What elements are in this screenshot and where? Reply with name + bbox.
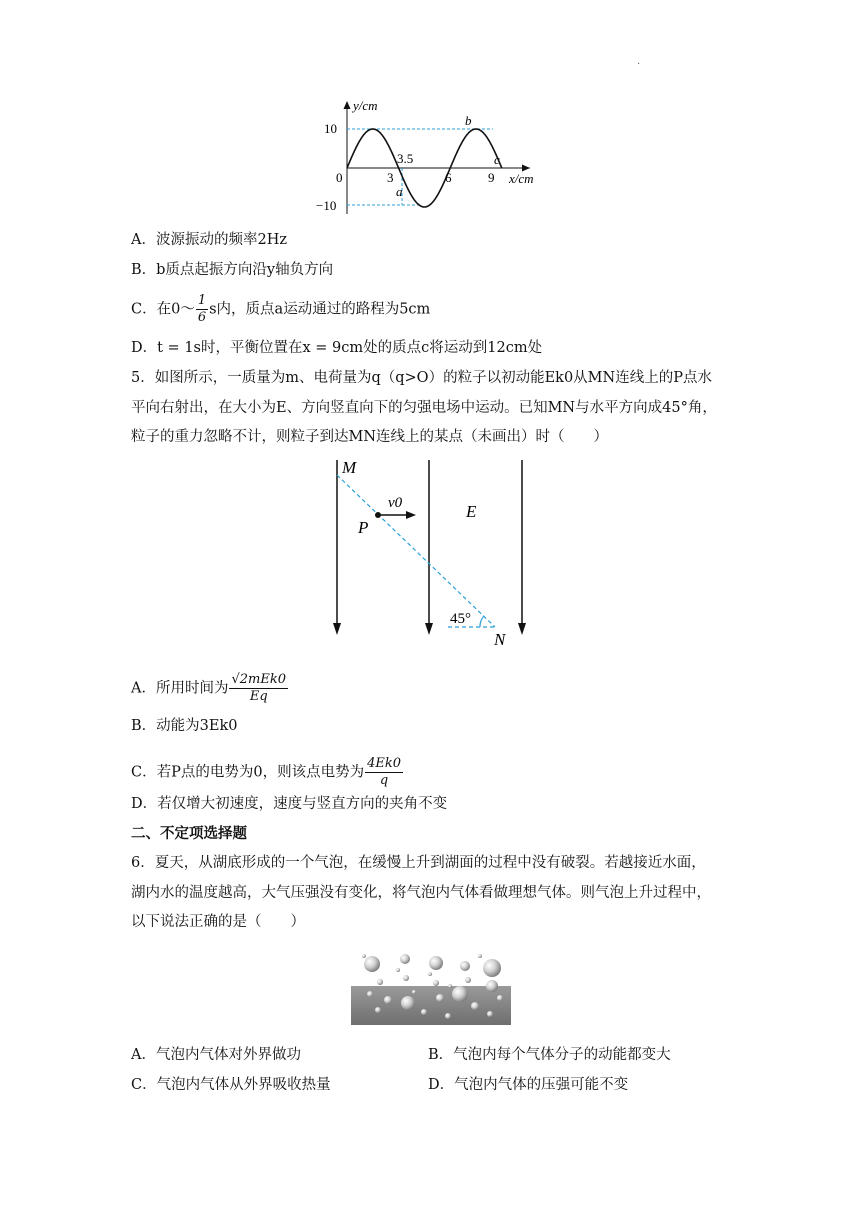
bubble	[486, 980, 498, 992]
q5-stem-line1: 5．如图所示，一质量为m、电荷量为q（q>O）的粒子以初动能Ek0从MN连线上的P点水	[131, 370, 712, 386]
q5-stem-line2: 平向右射出，在大小为E、方向竖直向下的匀强电场中运动。已知MN与水平方向成45°角，	[131, 400, 717, 416]
bubble	[445, 1013, 451, 1019]
bubble	[400, 954, 410, 964]
label-v0: v0	[388, 495, 403, 511]
bubble	[401, 996, 415, 1010]
bubble	[452, 986, 468, 1002]
fraction-den: q	[379, 773, 389, 788]
label-n: N	[494, 630, 506, 649]
bubble	[377, 979, 383, 985]
label-angle: 45°	[450, 611, 471, 627]
point-c-label: c	[494, 152, 500, 167]
wave-graph	[310, 96, 550, 216]
x-tick-3: 3	[387, 170, 394, 185]
field-lines	[333, 460, 526, 635]
q6-stem-line3: 以下说法正确的是（ ）	[131, 914, 305, 930]
bubble	[436, 994, 444, 1002]
bubbles-image	[350, 948, 512, 1026]
bubble	[384, 996, 392, 1004]
q5-option-a-pre: A．所用时间为	[131, 680, 229, 697]
q5-option-b: B．动能为3Ek0	[131, 718, 238, 734]
bubble	[497, 995, 503, 1001]
fraction-num: 4Ek0	[367, 756, 401, 771]
bubble	[429, 956, 443, 970]
q5-option-d: D．若仅增大初速度，速度与竖直方向的夹角不变	[131, 796, 448, 812]
bubble	[412, 990, 416, 994]
q6-stem-line1: 6．夏天，从湖底形成的一个气泡，在缓慢上升到湖面的过程中没有破裂。若越接近水面，	[131, 855, 706, 871]
x-axis-label: x/cm	[509, 171, 534, 186]
q4-option-d: D．t = 1s时，平衡位置在x = 9cm处的质点c将运动到12cm处	[131, 340, 543, 356]
header-dot: .	[637, 56, 641, 67]
label-e: E	[466, 502, 477, 521]
q4-option-c	[131, 293, 430, 326]
bubble	[448, 984, 452, 988]
section2-title: 二、不定项选择题	[131, 825, 247, 842]
fraction-num: 1	[197, 293, 207, 308]
x-tick-3-5: 3.5	[397, 151, 414, 166]
water-rect	[351, 986, 511, 1025]
label-m: M	[342, 458, 357, 477]
q6-option-c: C．气泡内气体从外界吸收热量	[131, 1077, 331, 1093]
fraction-den: Eq	[249, 689, 268, 704]
bubble	[375, 1007, 381, 1013]
q4-option-c-pre: C．在0～	[131, 301, 195, 318]
y-axis-label: y/cm	[353, 98, 378, 113]
angle-arc	[480, 616, 484, 627]
bubble	[428, 972, 432, 976]
y-tick-neg10: −10	[316, 198, 337, 213]
x-tick-0: 0	[336, 170, 343, 185]
q4-option-a: A．波源振动的频率2Hz	[131, 232, 287, 248]
x-tick-6: 6	[445, 170, 452, 185]
bubble	[465, 977, 471, 983]
bubble	[362, 954, 366, 958]
fraction-potential	[365, 756, 403, 789]
q4-option-c-post: s内，质点a运动通过的路程为5cm	[209, 301, 431, 318]
bubble	[367, 991, 373, 997]
bubble	[421, 1009, 427, 1015]
q5-stem-line3: 粒子的重力忽略不计，则粒子到达MN连线上的某点（未画出）时（ ）	[131, 429, 609, 445]
q5-option-c-pre: C．若P点的电势为0，则该点电势为	[131, 764, 365, 781]
q6-option-a: A．气泡内气体对外界做功	[131, 1047, 301, 1063]
point-a-label: a	[396, 184, 403, 199]
q5-option-c	[131, 756, 404, 789]
fraction-num: √2mEk0	[231, 672, 287, 687]
bubble	[460, 961, 470, 971]
x-tick-9: 9	[488, 170, 495, 185]
q5-option-a	[131, 672, 289, 705]
bubble	[478, 954, 482, 958]
q6-option-d: D．气泡内气体的压强可能不变	[428, 1077, 629, 1093]
q6-option-b: B．气泡内每个气体分子的动能都变大	[428, 1047, 671, 1063]
fraction-den: 6	[197, 310, 207, 325]
bubble	[471, 1002, 479, 1010]
bubble	[487, 1011, 493, 1017]
field-figure	[320, 455, 540, 655]
y-tick-10: 10	[324, 121, 337, 136]
bubble	[396, 968, 400, 972]
bubble	[403, 975, 409, 981]
fraction-time	[229, 672, 288, 705]
point-b-label: b	[465, 113, 472, 128]
label-p: P	[358, 518, 369, 537]
bubble	[433, 980, 439, 986]
fraction-1-6	[196, 293, 208, 326]
q6-stem-line2: 湖内水的温度越高，大气压强没有变化，将气泡内气体看做理想气体。则气泡上升过程中，	[131, 885, 711, 901]
q4-option-b: B．b质点起振方向沿y轴负方向	[131, 262, 334, 278]
mn-dashed-line	[337, 475, 495, 627]
bubble	[364, 956, 380, 972]
bubble	[483, 959, 501, 977]
